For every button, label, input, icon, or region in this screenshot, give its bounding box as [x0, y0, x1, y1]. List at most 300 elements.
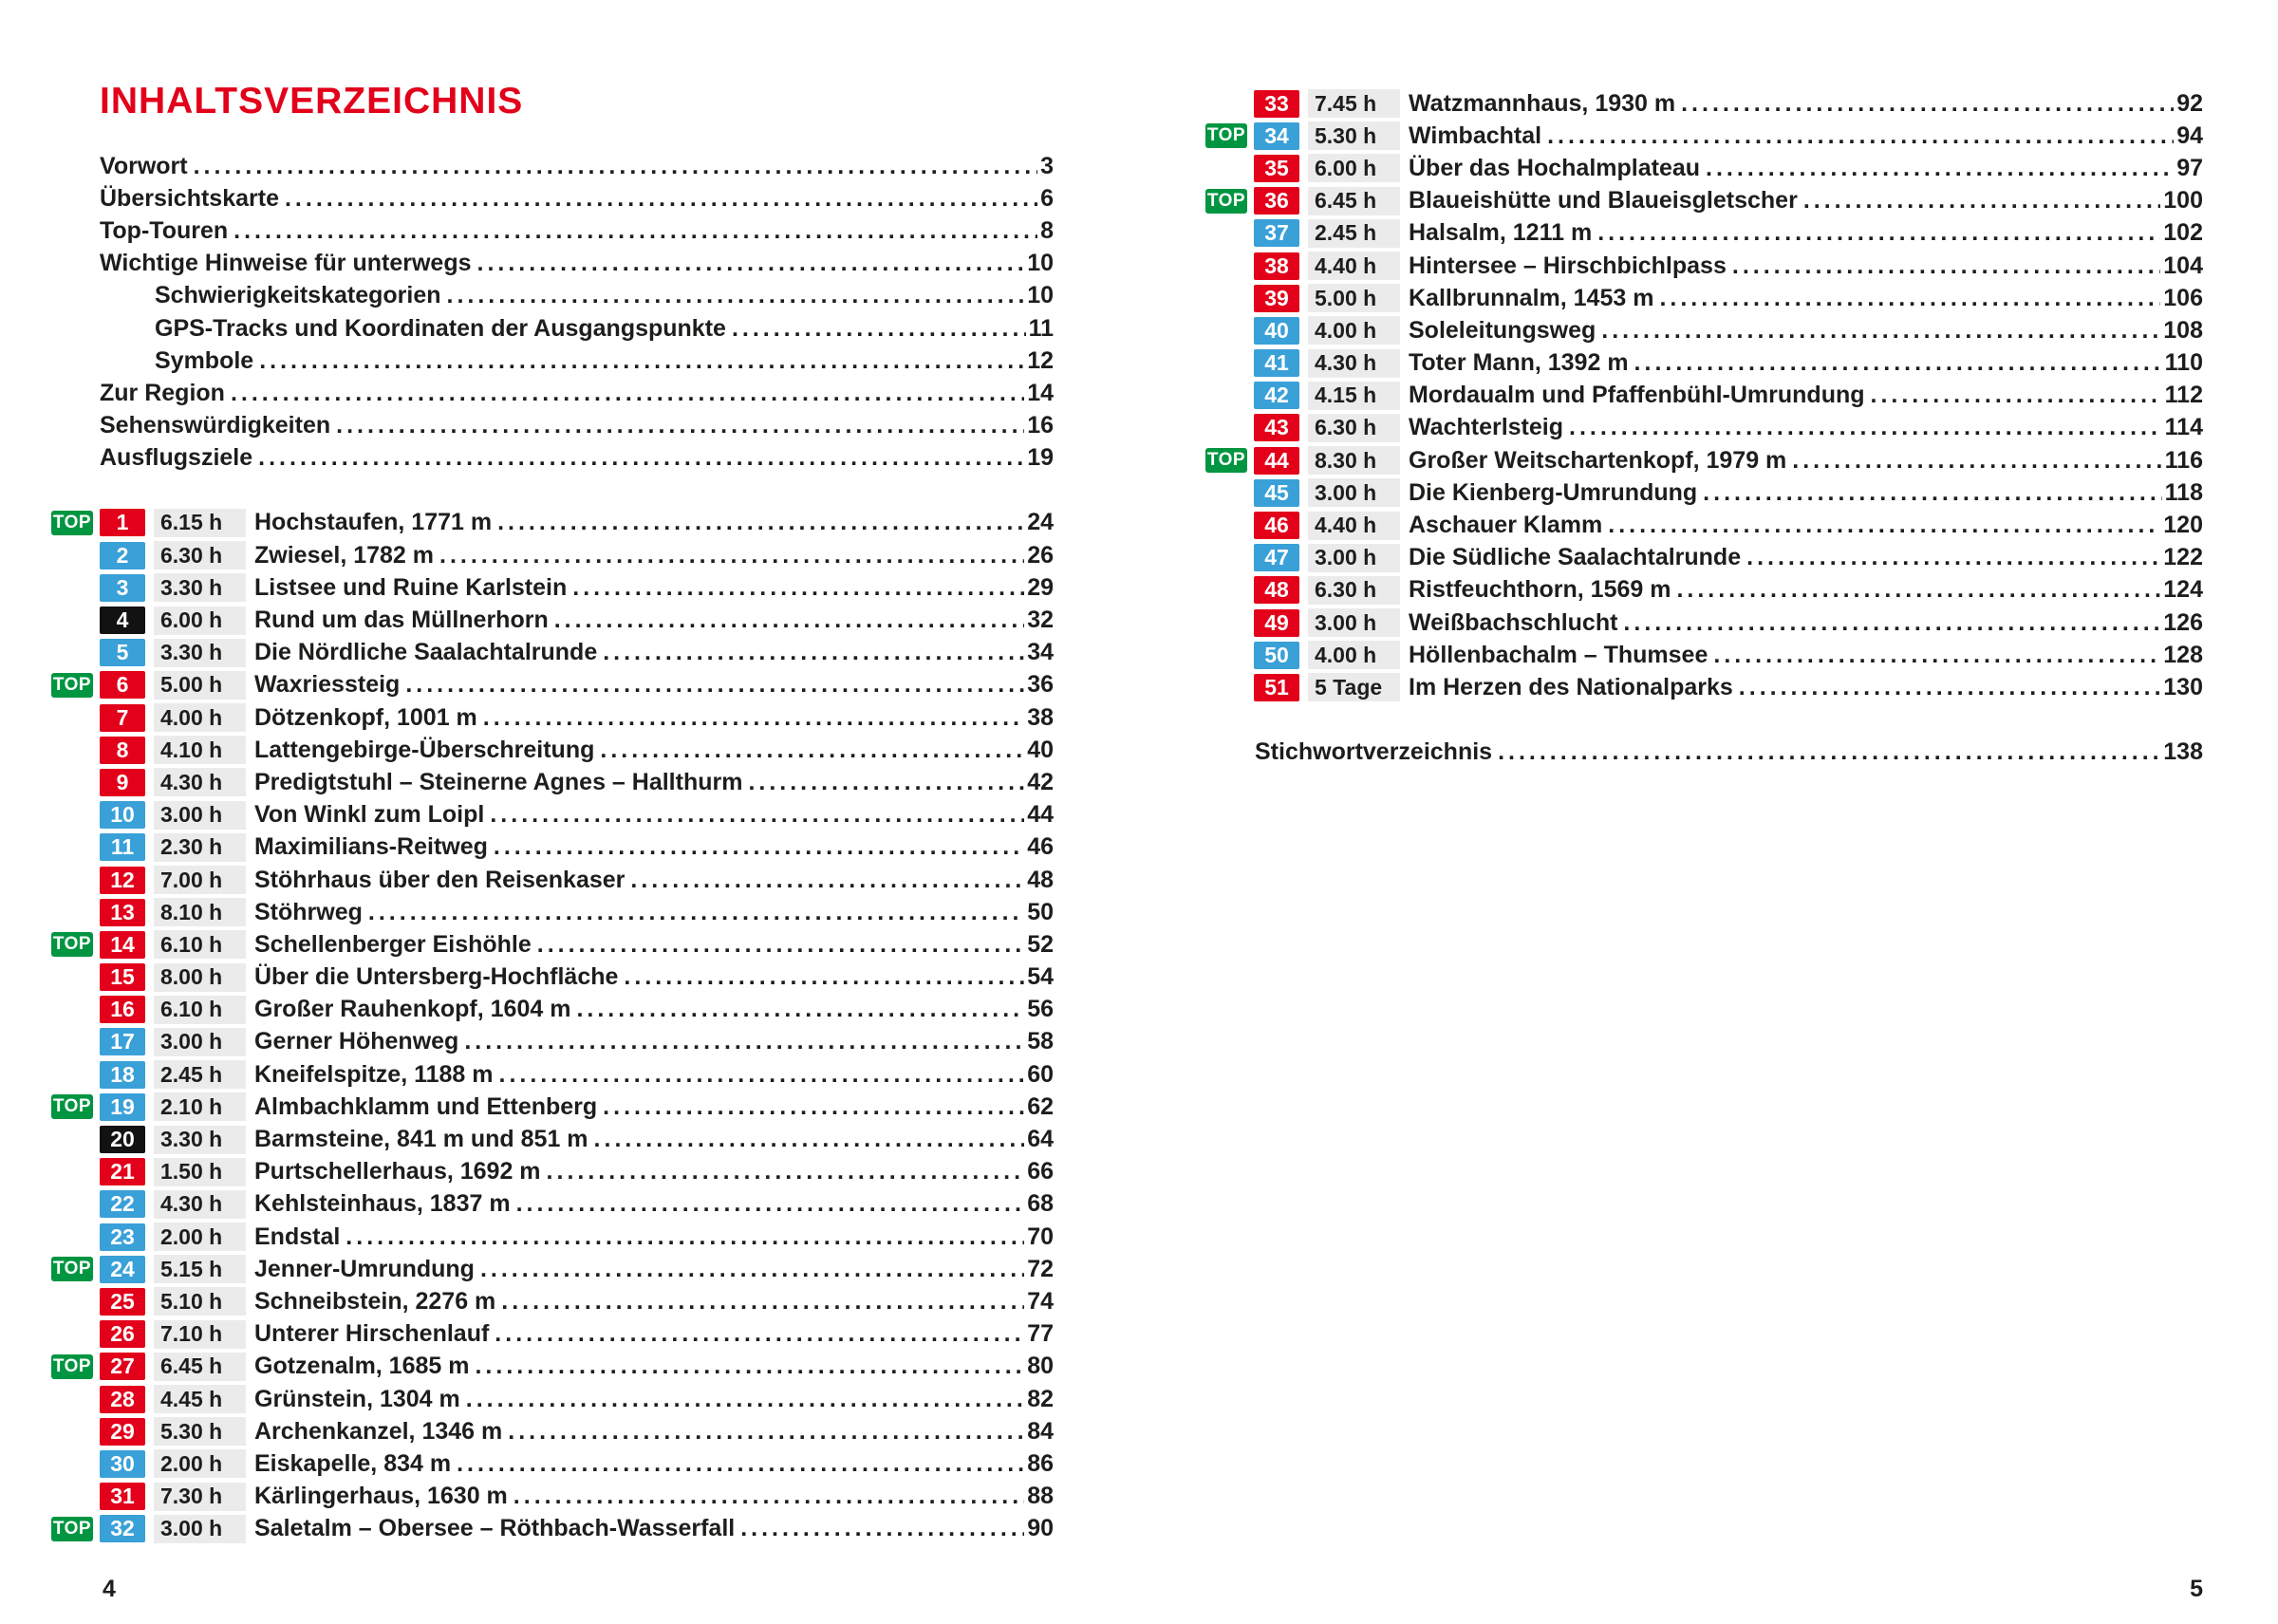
tour-name: Maximilians-Reitweg [254, 833, 488, 861]
tour-row [1205, 282, 2203, 314]
dot-leader [1608, 512, 2160, 539]
front-matter-label: Wichtige Hinweise für unterwegs [100, 250, 472, 277]
tour-duration: 8.00 h [154, 963, 246, 992]
tour-name: Die Nördliche Saalachtalrunde [254, 639, 598, 666]
tour-duration: 3.30 h [154, 639, 246, 667]
tour-row [51, 669, 1054, 701]
dot-leader [1601, 317, 2160, 345]
dot-leader [513, 1483, 1024, 1510]
tour-duration: 7.00 h [154, 866, 246, 894]
dot-leader [537, 931, 1024, 959]
dot-leader [447, 282, 1025, 309]
tour-number-badge: 7 [100, 704, 145, 732]
tour-number-badge: 27 [100, 1353, 145, 1380]
dot-leader [501, 1288, 1024, 1316]
tour-page-number: 74 [1027, 1287, 1054, 1315]
tour-row [51, 604, 1054, 636]
tour-number-badge: 32 [100, 1515, 145, 1542]
tour-name: Wachterlsteig [1409, 414, 1564, 441]
tour-number-badge: 37 [1254, 219, 1299, 247]
tour-page-number: 46 [1027, 833, 1054, 861]
front-matter-row [51, 182, 1054, 215]
tour-page-number: 118 [2164, 478, 2203, 506]
tour-duration: 4.30 h [154, 1190, 246, 1219]
tour-duration: 7.45 h [1308, 89, 1400, 118]
tour-page-number: 126 [2163, 608, 2203, 636]
tour-page-number: 84 [1027, 1417, 1054, 1445]
tour-number-badge: 49 [1254, 609, 1299, 637]
dot-leader [336, 412, 1024, 439]
tour-page-number: 116 [2164, 446, 2203, 474]
tour-number-badge: 41 [1254, 349, 1299, 377]
tour-number-badge: 1 [100, 509, 145, 536]
tour-number-badge: 29 [100, 1418, 145, 1446]
tour-page-number: 88 [1027, 1483, 1054, 1510]
tour-number-badge: 2 [100, 542, 145, 569]
tour-name: Lattengebirge-Überschreitung [254, 736, 595, 763]
dot-leader [497, 509, 1024, 536]
tour-page-number: 112 [2164, 382, 2203, 409]
dot-leader [233, 217, 1037, 245]
tour-number-badge: 33 [1254, 90, 1299, 118]
tour-name: Gotzenalm, 1685 m [254, 1353, 470, 1380]
tour-row [1205, 671, 2203, 703]
tour-number-badge: 22 [100, 1190, 145, 1218]
tour-row [1205, 476, 2203, 509]
tour-duration: 6.45 h [154, 1353, 246, 1381]
tour-name: Schellenberger Eishöhle [254, 930, 532, 958]
dot-leader [1871, 382, 2162, 409]
tour-row [51, 1383, 1054, 1415]
dot-leader [483, 704, 1024, 732]
front-matter-row [51, 377, 1054, 409]
tour-name: Almbachklamm und Ettenberg [254, 1092, 598, 1120]
front-matter-page-number: 16 [1027, 412, 1054, 439]
index-row [1205, 737, 2203, 769]
dot-leader [603, 639, 1024, 666]
tour-page-number: 80 [1027, 1353, 1054, 1380]
tour-name: Stöhrweg [254, 898, 363, 925]
tour-number-badge: 35 [1254, 155, 1299, 182]
dot-leader [1569, 414, 2162, 441]
tour-page-number: 42 [1027, 768, 1054, 795]
tour-number-badge: 39 [1254, 285, 1299, 312]
tour-duration: 2.10 h [154, 1092, 246, 1121]
tour-duration: 2.30 h [154, 833, 246, 862]
tour-number-badge: 14 [100, 931, 145, 959]
tour-duration: 7.30 h [154, 1483, 246, 1511]
toc-title: INHALTSVERZEICHNIS [100, 81, 524, 121]
front-matter-label: Zur Region [100, 379, 225, 406]
tour-row [51, 571, 1054, 604]
tour-page-number: 52 [1027, 930, 1054, 958]
tour-duration: 4.40 h [1308, 252, 1400, 280]
tour-page-number: 48 [1027, 866, 1054, 893]
tour-row [51, 1091, 1054, 1123]
tour-number-badge: 38 [1254, 252, 1299, 280]
tour-row [1205, 412, 2203, 444]
tour-name: Weißbachschlucht [1409, 608, 1618, 636]
front-matter-page-number: 14 [1027, 379, 1054, 406]
dot-leader [499, 1061, 1025, 1089]
tour-page-number: 68 [1027, 1190, 1054, 1218]
front-matter-label: Sehenswürdigkeiten [100, 412, 331, 439]
tour-name: Kehlsteinhaus, 1837 m [254, 1190, 511, 1218]
tour-page-number: 60 [1027, 1060, 1054, 1088]
tour-row [1205, 607, 2203, 639]
tour-number-badge: 6 [100, 671, 145, 699]
tour-row [51, 928, 1054, 961]
tour-duration: 4.00 h [154, 703, 246, 732]
dot-leader [368, 899, 1024, 926]
tour-row [1205, 185, 2203, 217]
dot-leader [594, 1126, 1025, 1153]
tour-number-badge: 51 [1254, 674, 1299, 701]
dot-leader [258, 444, 1024, 472]
top-badge-slot [1205, 123, 1254, 148]
tour-name: Gerner Höhenweg [254, 1028, 459, 1055]
tour-number-badge: 5 [100, 639, 145, 666]
tour-row [51, 1026, 1054, 1058]
tour-duration: 4.15 h [1308, 382, 1400, 410]
tour-row [51, 734, 1054, 766]
front-matter-label: Vorwort [100, 152, 188, 179]
tour-row [51, 1481, 1054, 1513]
tour-duration: 5.10 h [154, 1287, 246, 1316]
tour-name: Soleleitungsweg [1409, 316, 1596, 344]
dot-leader [1746, 544, 2160, 571]
dot-leader [1713, 642, 2160, 669]
tour-duration: 3.30 h [154, 1126, 246, 1154]
tour-row [51, 1415, 1054, 1447]
tour-duration: 8.30 h [1308, 446, 1400, 475]
top-badge: TOP [51, 1094, 93, 1119]
tour-duration: 6.00 h [1308, 154, 1400, 182]
tour-row [51, 1123, 1054, 1155]
tour-page-number: 72 [1027, 1255, 1054, 1282]
tour-row [51, 864, 1054, 896]
tour-row [1205, 314, 2203, 346]
tour-duration: 3.00 h [154, 1028, 246, 1056]
dot-leader [1597, 219, 2160, 247]
tour-row [1205, 574, 2203, 607]
tour-number-badge: 34 [1254, 122, 1299, 150]
tour-page-number: 104 [2163, 252, 2203, 279]
tour-name: Die Kienberg-Umrundung [1409, 478, 1698, 506]
tour-page-number: 97 [2176, 154, 2203, 181]
tour-name: Endstal [254, 1223, 341, 1250]
tour-row [51, 1318, 1054, 1351]
front-matter-row [51, 248, 1054, 280]
tour-name: Stöhrhaus über den Reisenkaser [254, 866, 626, 893]
tour-name: Listsee und Ruine Karlstein [254, 573, 568, 601]
dot-leader [576, 996, 1024, 1023]
tour-duration: 3.00 h [1308, 544, 1400, 572]
tour-row [51, 766, 1054, 798]
tour-duration: 6.15 h [154, 509, 246, 537]
tour-name: Toter Mann, 1392 m [1409, 349, 1629, 377]
tour-duration: 5.15 h [154, 1255, 246, 1283]
top-badge: TOP [51, 932, 93, 957]
tour-page-number: 36 [1027, 671, 1054, 699]
dot-leader [494, 833, 1024, 861]
tour-name: Von Winkl zum Loipl [254, 801, 485, 829]
tour-number-badge: 42 [1254, 382, 1299, 409]
dot-leader [194, 153, 1038, 180]
tour-name: Waxriessteig [254, 671, 401, 699]
top-badge: TOP [1205, 448, 1247, 473]
tour-number-badge: 16 [100, 996, 145, 1023]
tour-page-number: 110 [2164, 349, 2203, 377]
tour-name: Barmsteine, 841 m und 851 m [254, 1126, 588, 1153]
tour-page-number: 62 [1027, 1092, 1054, 1120]
dot-leader [231, 380, 1024, 407]
tour-name: Jenner-Umrundung [254, 1255, 475, 1282]
tour-number-badge: 26 [100, 1320, 145, 1348]
tour-row [51, 831, 1054, 864]
tour-row [51, 961, 1054, 994]
tour-duration: 4.00 h [1308, 316, 1400, 345]
tour-number-badge: 23 [100, 1223, 145, 1251]
tour-page-number: 40 [1027, 736, 1054, 763]
top-badge: TOP [51, 1257, 93, 1281]
dot-leader [624, 963, 1024, 991]
right-tour-list [1205, 87, 2203, 704]
top-badge: TOP [51, 1517, 93, 1541]
tour-page-number: 44 [1027, 801, 1054, 829]
tour-name: Predigtstuhl – Steinerne Agnes – Hallthurm [254, 768, 743, 795]
dot-leader [475, 1353, 1024, 1380]
tour-duration: 8.10 h [154, 898, 246, 926]
dot-leader [480, 1256, 1024, 1283]
top-badge: TOP [51, 1354, 93, 1379]
dot-leader [1623, 609, 2160, 637]
tour-number-badge: 44 [1254, 447, 1299, 475]
front-matter-row [51, 280, 1054, 312]
tour-number-badge: 13 [100, 899, 145, 926]
tour-name: Hochstaufen, 1771 m [254, 509, 493, 536]
tour-number-badge: 9 [100, 769, 145, 796]
dot-leader [405, 671, 1024, 699]
tour-number-badge: 31 [100, 1483, 145, 1510]
front-matter-page-number: 6 [1040, 184, 1054, 212]
tour-name: Rund um das Müllnerhorn [254, 607, 549, 634]
front-matter-label: Symbole [155, 346, 254, 374]
dot-leader [285, 185, 1037, 213]
tour-page-number: 66 [1027, 1158, 1054, 1185]
tour-duration: 6.30 h [1308, 576, 1400, 605]
tour-page-number: 106 [2163, 284, 2203, 311]
tour-row [51, 539, 1054, 571]
tour-page-number: 120 [2163, 512, 2203, 539]
tour-duration: 6.10 h [154, 996, 246, 1024]
tour-duration: 3.00 h [1308, 608, 1400, 637]
tour-page-number: 77 [1027, 1320, 1054, 1348]
tour-duration: 4.00 h [1308, 641, 1400, 669]
tour-row [1205, 380, 2203, 412]
tour-page-number: 108 [2163, 316, 2203, 344]
tour-name: Purtschellerhaus, 1692 m [254, 1158, 541, 1185]
tour-duration: 1.50 h [154, 1158, 246, 1186]
tour-name: Ristfeuchthorn, 1569 m [1409, 576, 1671, 604]
index-label: Stichwortverzeichnis [1255, 738, 1493, 766]
front-matter-label: GPS-Tracks und Koordinaten der Ausgangspunkte [155, 314, 726, 342]
tour-duration: 6.10 h [154, 930, 246, 959]
tour-row [51, 799, 1054, 831]
dot-leader [508, 1418, 1024, 1446]
dot-leader [748, 769, 1024, 796]
dot-leader [490, 801, 1024, 829]
tour-row [51, 1156, 1054, 1188]
tour-duration: 5.30 h [154, 1417, 246, 1446]
tour-row [51, 1285, 1054, 1317]
front-matter-page-number: 11 [1028, 314, 1054, 342]
tour-name: Im Herzen des Nationalparks [1409, 673, 1733, 700]
front-matter-page-number: 10 [1027, 282, 1054, 309]
tour-duration: 4.30 h [154, 768, 246, 796]
tour-page-number: 24 [1027, 509, 1054, 536]
front-matter-row [51, 215, 1054, 247]
tour-row [1205, 639, 2203, 671]
dot-leader [1676, 576, 2160, 604]
dot-leader [439, 542, 1024, 569]
front-matter-label: Ausflugsziele [100, 444, 253, 472]
tour-row [1205, 87, 2203, 120]
tour-duration: 6.45 h [1308, 187, 1400, 215]
dot-leader [466, 1386, 1024, 1413]
top-badge-slot [51, 1094, 100, 1119]
top-badge-slot [51, 511, 100, 535]
dot-leader [732, 315, 1026, 343]
front-matter-page-number: 8 [1040, 216, 1054, 244]
tour-name: Über die Untersberg-Hochfläche [254, 963, 619, 991]
tour-duration: 2.00 h [154, 1449, 246, 1478]
tour-page-number: 38 [1027, 703, 1054, 731]
dot-leader [1634, 349, 2162, 377]
tour-number-badge: 46 [1254, 512, 1299, 539]
tour-duration: 5.30 h [1308, 121, 1400, 150]
tour-number-badge: 8 [100, 737, 145, 764]
tour-name: Aschauer Klamm [1409, 512, 1603, 539]
tour-number-badge: 4 [100, 607, 145, 634]
tour-duration: 4.40 h [1308, 512, 1400, 540]
tour-duration: 3.00 h [154, 1515, 246, 1543]
tour-number-badge: 40 [1254, 317, 1299, 345]
tour-row [1205, 509, 2203, 541]
tour-row [51, 1447, 1054, 1480]
tour-number-badge: 21 [100, 1158, 145, 1185]
tour-row [1205, 120, 2203, 152]
front-matter-page-number: 19 [1027, 444, 1054, 472]
tour-page-number: 102 [2163, 219, 2203, 247]
tour-number-badge: 47 [1254, 544, 1299, 571]
dot-leader [1739, 674, 2160, 701]
dot-leader [554, 607, 1024, 634]
front-matter-row [51, 345, 1054, 377]
dot-leader [630, 867, 1024, 894]
tour-duration: 4.30 h [1308, 349, 1400, 378]
dot-leader [495, 1320, 1024, 1348]
tour-duration: 6.00 h [154, 607, 246, 635]
tour-page-number: 56 [1027, 996, 1054, 1023]
top-badge-slot [51, 1354, 100, 1379]
dot-leader [740, 1515, 1024, 1542]
tour-number-badge: 20 [100, 1126, 145, 1153]
tour-name: Unterer Hirschenlauf [254, 1320, 490, 1348]
tour-name: Blaueishütte und Blaueisgletscher [1409, 187, 1798, 215]
tour-number-badge: 48 [1254, 576, 1299, 604]
tour-duration: 3.00 h [1308, 478, 1400, 507]
tour-number-badge: 17 [100, 1028, 145, 1055]
tour-page-number: 114 [2164, 414, 2203, 441]
tour-duration: 5.00 h [154, 671, 246, 700]
tour-row [51, 1253, 1054, 1285]
dot-leader [1803, 187, 2160, 215]
tour-row [51, 1188, 1054, 1221]
front-matter-label: Übersichtskarte [100, 184, 279, 212]
tour-page-number: 94 [2176, 121, 2203, 149]
front-matter-page-number: 10 [1027, 250, 1054, 277]
tour-row [51, 896, 1054, 928]
tour-duration: 2.45 h [1308, 219, 1400, 248]
tour-name: Wimbachtal [1409, 121, 1542, 149]
front-matter-page-number: 3 [1040, 152, 1054, 179]
tour-row [1205, 542, 2203, 574]
tour-page-number: 124 [2163, 576, 2203, 604]
top-badge: TOP [1205, 123, 1247, 148]
tour-row [51, 701, 1054, 734]
index-page-number: 138 [2163, 738, 2203, 766]
front-matter-label: Schwierigkeitskategorien [155, 282, 441, 309]
dot-leader [600, 737, 1024, 764]
tour-page-number: 29 [1027, 573, 1054, 601]
tour-page-number: 130 [2163, 673, 2203, 700]
tour-row [51, 1058, 1054, 1091]
tour-name: Kärlingerhaus, 1630 m [254, 1483, 508, 1510]
tour-page-number: 86 [1027, 1449, 1054, 1477]
tour-duration: 2.00 h [154, 1223, 246, 1251]
tour-number-badge: 50 [1254, 642, 1299, 669]
tour-name: Eiskapelle, 834 m [254, 1449, 452, 1477]
tour-row [51, 507, 1054, 539]
left-folio-page-number: 4 [103, 1576, 116, 1602]
right-folio-page-number: 5 [2190, 1576, 2203, 1602]
dot-leader [457, 1450, 1024, 1478]
front-matter-row [51, 442, 1054, 475]
dot-leader [1792, 447, 2161, 475]
tour-page-number: 32 [1027, 607, 1054, 634]
dot-leader [1706, 155, 2174, 182]
tour-number-badge: 18 [100, 1061, 145, 1089]
tour-name: Großer Rauhenkopf, 1604 m [254, 996, 571, 1023]
tour-row [1205, 152, 2203, 184]
tour-page-number: 100 [2163, 187, 2203, 215]
front-matter-list [51, 150, 1054, 475]
tour-page-number: 54 [1027, 963, 1054, 991]
right-page [1205, 87, 2203, 769]
tour-duration: 4.45 h [154, 1385, 246, 1413]
tour-page-number: 70 [1027, 1223, 1054, 1250]
tour-number-badge: 3 [100, 574, 145, 602]
top-badge-slot [1205, 448, 1254, 473]
dot-leader [1547, 122, 2174, 150]
tour-name: Watzmannhaus, 1930 m [1409, 89, 1676, 117]
dot-leader [259, 347, 1024, 375]
tour-name: Kneifelspitze, 1188 m [254, 1060, 494, 1088]
dot-leader [477, 250, 1025, 277]
tour-name: Höllenbachalm – Thumsee [1409, 641, 1708, 668]
dot-leader [1732, 252, 2160, 280]
